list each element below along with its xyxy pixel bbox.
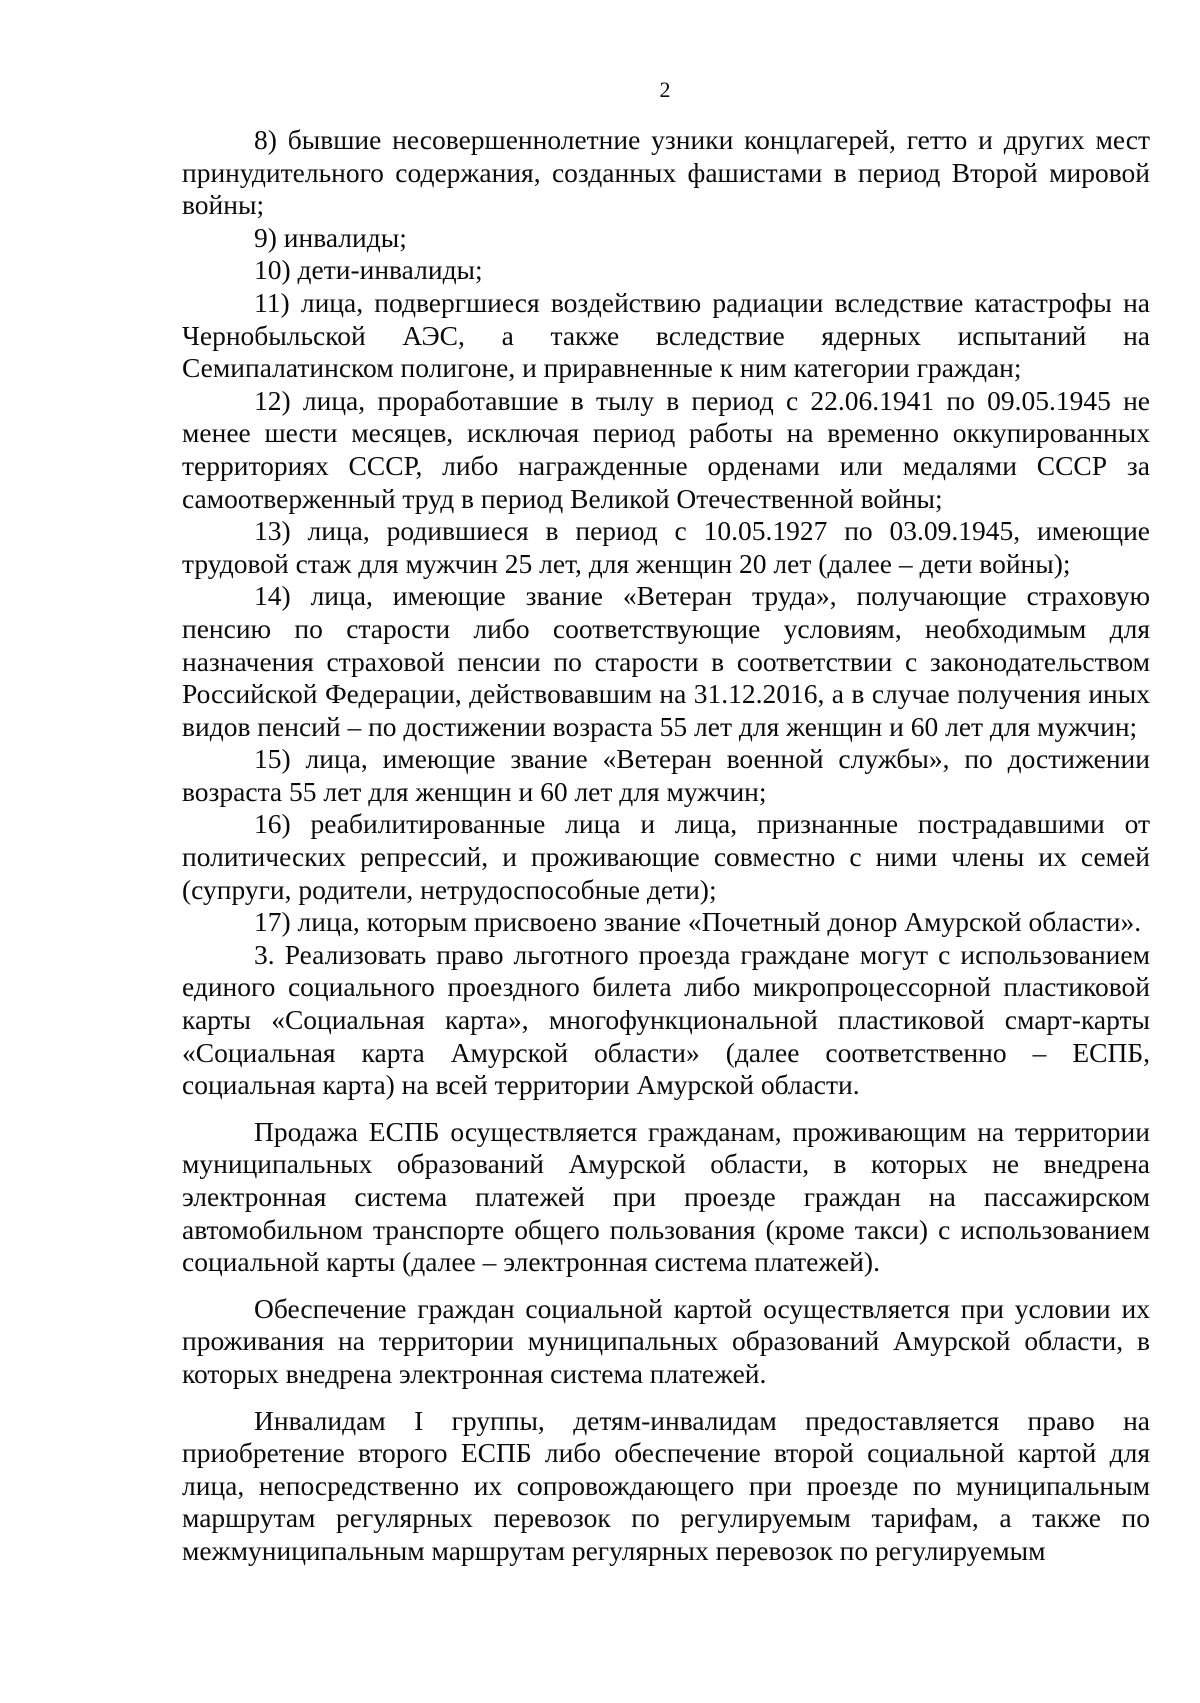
paragraph-item-15: 15) лица, имеющие звание «Ветеран военной службы», по достижении возраста 55 лет для женщин и 60 лет для мужчин; <box>182 743 1150 807</box>
paragraph-item-10: 10) дети-инвалиды; <box>254 254 483 286</box>
paragraph-disabled-companion: Инвалидам I группы, детям-инвалидам предоставляется право на приобретение второго ЕСПБ либо обеспечение второй социальной картой для лица, непосредственно их сопровождающего при проезде по муниципальным маршрутам регулярных перевозок по регулируемым тарифам, а также по межмуниципальным маршрутам регулярных перевозок по регулируемым <box>182 1404 1150 1566</box>
paragraph-item-8: 8) бывшие несовершеннолетние узники концлагерей, гетто и других мест принудительного содержания, созданных фашистами в период Второй мировой войны; <box>182 124 1150 221</box>
paragraph-item-11: 11) лица, подвергшиеся воздействию радиации вследствие катастрофы на Чернобыльской АЭС, а также вследствие ядерных испытаний на Семипалатинском полигоне, и приравненные к ним категории граждан; <box>182 286 1150 384</box>
document-body <box>182 124 1150 1568</box>
paragraph-item-12: 12) лица, проработавшие в тылу в период с 22.06.1941 по 09.05.1945 не менее шести месяцев, исключая период работы на временно оккупированных территориях СССР, либо награжденные орденами или медалями СССР за самоотверженный труд в период Великой Отечественной войны; <box>182 384 1150 514</box>
paragraph-section-3: 3. Реализовать право льготного проезда граждане могут с использованием единого социального проездного билета либо микропроцессорной пластиковой карты «Социальная карта», многофункциональной пластиковой смарт-карты «Социальная карта Амурской области» (далее соответственно – ЕСПБ, социальная карта) на всей территории Амурской области. <box>182 938 1150 1101</box>
paragraph-item-13: 13) лица, родившиеся в период с 10.05.1927 по 03.09.1945, имеющие трудовой стаж для мужчин 25 лет, для женщин 20 лет (далее – дети войны); <box>182 515 1150 579</box>
paragraph-item-16: 16) реабилитированные лица и лица, признанные пострадавшими от политических репрессий, и проживающие совместно с ними члены их семей (супруги, родители, нетрудоспособные дети); <box>182 808 1150 905</box>
paragraph-espb-sale: Продажа ЕСПБ осуществляется гражданам, проживающим на территории муниципальных образований Амурской области, в которых не внедрена электронная система платежей при проезде граждан на пассажирском автомобильном транспорте общего пользования (кроме такси) с использованием социальной карты (далее – электронная система платежей). <box>182 1115 1150 1278</box>
paragraph-item-17: 17) лица, которым присвоено звание «Почетный донор Амурской области». <box>254 906 1142 938</box>
paragraph-item-14: 14) лица, имеющие звание «Ветеран труда», получающие страховую пенсию по старости либо соответствующие условиям, необходимым для назначения страховой пенсии по старости в соответствии с законодательством Российской Федерации, действовавшим на 31.12.2016, а в случае получения иных видов пенсий – по достижении возраста 55 лет для женщин и 60 лет для мужчин; <box>182 580 1150 742</box>
paragraph-social-card-provision: Обеспечение граждан социальной картой осуществляется при условии их проживания на территории муниципальных образований Амурской области, в которых внедрена электронная система платежей. <box>182 1292 1150 1389</box>
page-number: 2 <box>659 77 671 102</box>
paragraph-item-9: 9) инвалиды; <box>254 221 407 253</box>
